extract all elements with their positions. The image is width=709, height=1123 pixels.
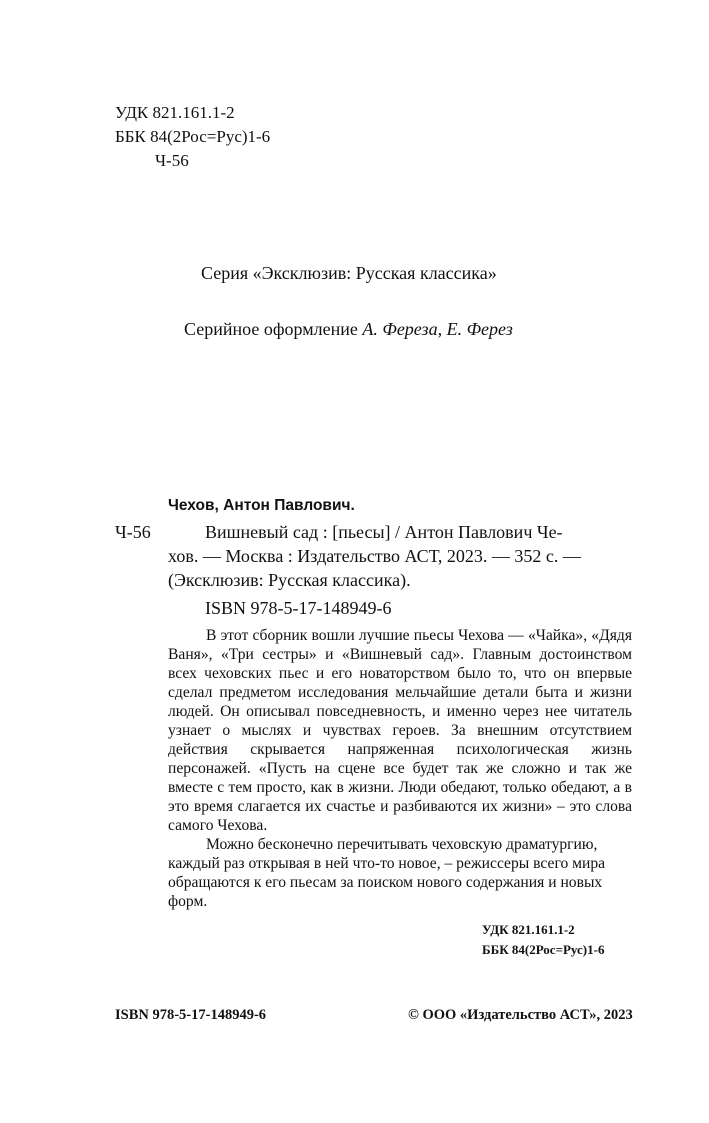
annotation-paragraph-1: В этот сборник вошли лучшие пьесы Чехова — «Чайка», «Дядя Ваня», «Три сестры» и «Вишневый сад». Главным достоинством всех чеховских пьес и его новаторством было то, что он впервые сделал предметом исследования мельчайшие детали быта и жизни людей. Он описывал повседневность, и именно через нее читатель узнает о мыслях и чувствах героев. За внешним отсутствием действия скрывается напряженная психологическая жизнь персонажей. «Пусть на сцене все будет так же сложно и так же вместе с тем просто, как в жизни. Люди обедают, только обедают, а в это время слагается их счастье и разбиваются их жизни» – это слова самого Чехова. (168, 627, 632, 834)
footer-copyright: © ООО «Издательство АСТ», 2023 (408, 1007, 633, 1023)
bib-line-1: Вишневый сад : [пьесы] / Антон Павлович Че- (205, 522, 563, 542)
design-credit (184, 319, 513, 340)
udk-code: УДК 821.161.1-2 (115, 103, 235, 122)
series-line: Серия «Эксклюзив: Русская классика» (201, 263, 497, 283)
design-credit-names: А. Фереза, Е. Ферез (362, 319, 513, 339)
annotation-paragraph-2: Можно бесконечно перечитывать чеховскую драматургию, каждый раз открывая в ней что-то новое, – режиссеры всего мира обращаются к его пьесам за поиском нового содержания и новых форм. (168, 836, 606, 910)
bib-line-3: (Эксклюзив: Русская классика). (168, 570, 411, 590)
bottom-bbk-code: ББК 84(2Рос=Рус)1-6 (482, 942, 605, 957)
bib-author-mark: Ч-56 (115, 522, 151, 542)
annotation (168, 626, 632, 911)
author-heading: Чехов, Антон Павлович. (168, 497, 355, 514)
footer-isbn: ISBN 978-5-17-148949-6 (115, 1007, 267, 1023)
author-mark-code: Ч-56 (155, 151, 189, 170)
bib-isbn: ISBN 978-5-17-148949-6 (205, 598, 392, 618)
design-credit-prefix: Серийное оформление (184, 319, 358, 339)
bottom-udk-code: УДК 821.161.1-2 (482, 922, 575, 937)
bib-line-2: хов. — Москва : Издательство АСТ, 2023. — 352 с. — (168, 546, 581, 566)
bbk-code: ББК 84(2Рос=Рус)1-6 (115, 127, 271, 146)
